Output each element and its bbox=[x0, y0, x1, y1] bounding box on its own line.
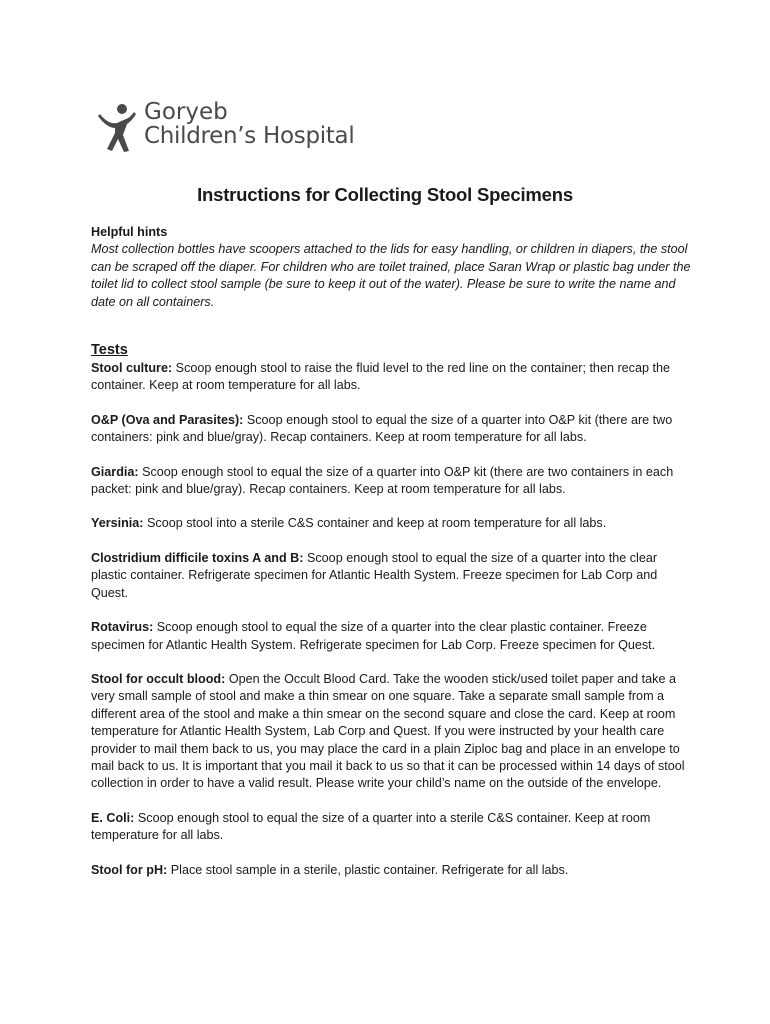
test-item-rotavirus bbox=[91, 619, 691, 654]
test-item-giardia bbox=[91, 464, 691, 499]
test-text: Place stool sample in a sterile, plastic container. Refrigerate for all labs. bbox=[167, 862, 569, 877]
test-label: Stool culture: bbox=[91, 361, 173, 376]
logo-line-1: Goryeb bbox=[144, 99, 228, 125]
test-text: Scoop enough stool to equal the size of a quarter into O&P kit (there are two containers in each packet: pink and blue/gray). Recap containers. Keep at room temperature for all labs. bbox=[91, 464, 674, 497]
test-text: Scoop enough stool to equal the size of a quarter into O&P kit (there are two containers: pink and blue/gray). Recap containers. Keep at room temperature for all labs. bbox=[91, 412, 673, 445]
test-label: O&P (Ova and Parasites): bbox=[91, 412, 244, 427]
test-label: Rotavirus: bbox=[91, 620, 154, 635]
test-label: Clostridium difficile toxins A and B: bbox=[91, 550, 304, 565]
hints-text: Most collection bottles have scoopers attached to the lids for easy handling, or children in diapers, the stool can be scraped off the diaper. For children who are toilet trained, place Saran Wrap or plastic bag under the toilet lid to collect stool sample (be sure to keep it out of the water). Please be sure to write the name and date on all containers. bbox=[91, 242, 691, 309]
test-item-yersinia bbox=[91, 515, 691, 532]
page-title: Instructions for Collecting Stool Specimens bbox=[197, 184, 573, 205]
test-item-ova-parasites bbox=[91, 412, 691, 447]
test-text: Scoop enough stool to equal the size of a quarter into a sterile C&S container. Keep at room temperature for all labs. bbox=[91, 810, 651, 843]
instructions-body bbox=[91, 224, 691, 879]
hospital-logo bbox=[98, 100, 354, 158]
test-item-occult-blood bbox=[91, 671, 691, 793]
test-item-stool-culture bbox=[91, 360, 691, 395]
child-figure-icon bbox=[98, 102, 140, 158]
test-text: Open the Occult Blood Card. Take the wooden stick/used toilet paper and take a very small sample of stool and make a thin smear on one square. Take a separate small sample from a different area of the stool and make a thin smear on the second square and close the card. Keep at room temperature for Atlantic Health System, Lab Corp and Quest. If you were instructed by your health care provider to mail them back to us, you may place the card in a plain Ziploc bag and place in an envelope to mail back to us. It is important that you mail it back to us so that it can be processed within 14 days of stool collection in order to have a valid result. Please write your child’s name on the outside of the envelope. bbox=[91, 671, 685, 791]
logo-wordmark bbox=[144, 100, 354, 148]
test-label: Stool for occult blood: bbox=[91, 671, 226, 686]
test-text: Scoop enough stool to equal the size of a quarter into the clear plastic container. Freeze specimen for Atlantic Health System. Refrigerate specimen for Lab Corp. Freeze specimen for Quest. bbox=[91, 620, 656, 652]
test-label: Yersinia: bbox=[91, 516, 144, 531]
test-text: Scoop enough stool to raise the fluid level to the red line on the container; then recap the container. Keep at room temperature for all labs. bbox=[91, 361, 670, 393]
test-label: Giardia: bbox=[91, 464, 139, 479]
test-label: Stool for pH: bbox=[91, 862, 168, 877]
test-item-stool-ph bbox=[91, 862, 691, 879]
logo-line-2: Children’s Hospital bbox=[144, 123, 355, 149]
test-item-clostridium bbox=[91, 550, 691, 602]
test-item-e-coli bbox=[91, 810, 691, 845]
tests-heading: Tests bbox=[91, 342, 128, 359]
test-text: Scoop enough stool to equal the size of a quarter into the clear plastic container. Refrigerate specimen for Atlantic Health System. Freeze specimen for Lab Corp and Quest. bbox=[91, 550, 658, 600]
test-label: E. Coli: bbox=[91, 810, 135, 825]
hints-heading: Helpful hints bbox=[91, 225, 168, 239]
test-text: Scoop stool into a sterile C&S container and keep at room temperature for all labs. bbox=[143, 516, 607, 531]
